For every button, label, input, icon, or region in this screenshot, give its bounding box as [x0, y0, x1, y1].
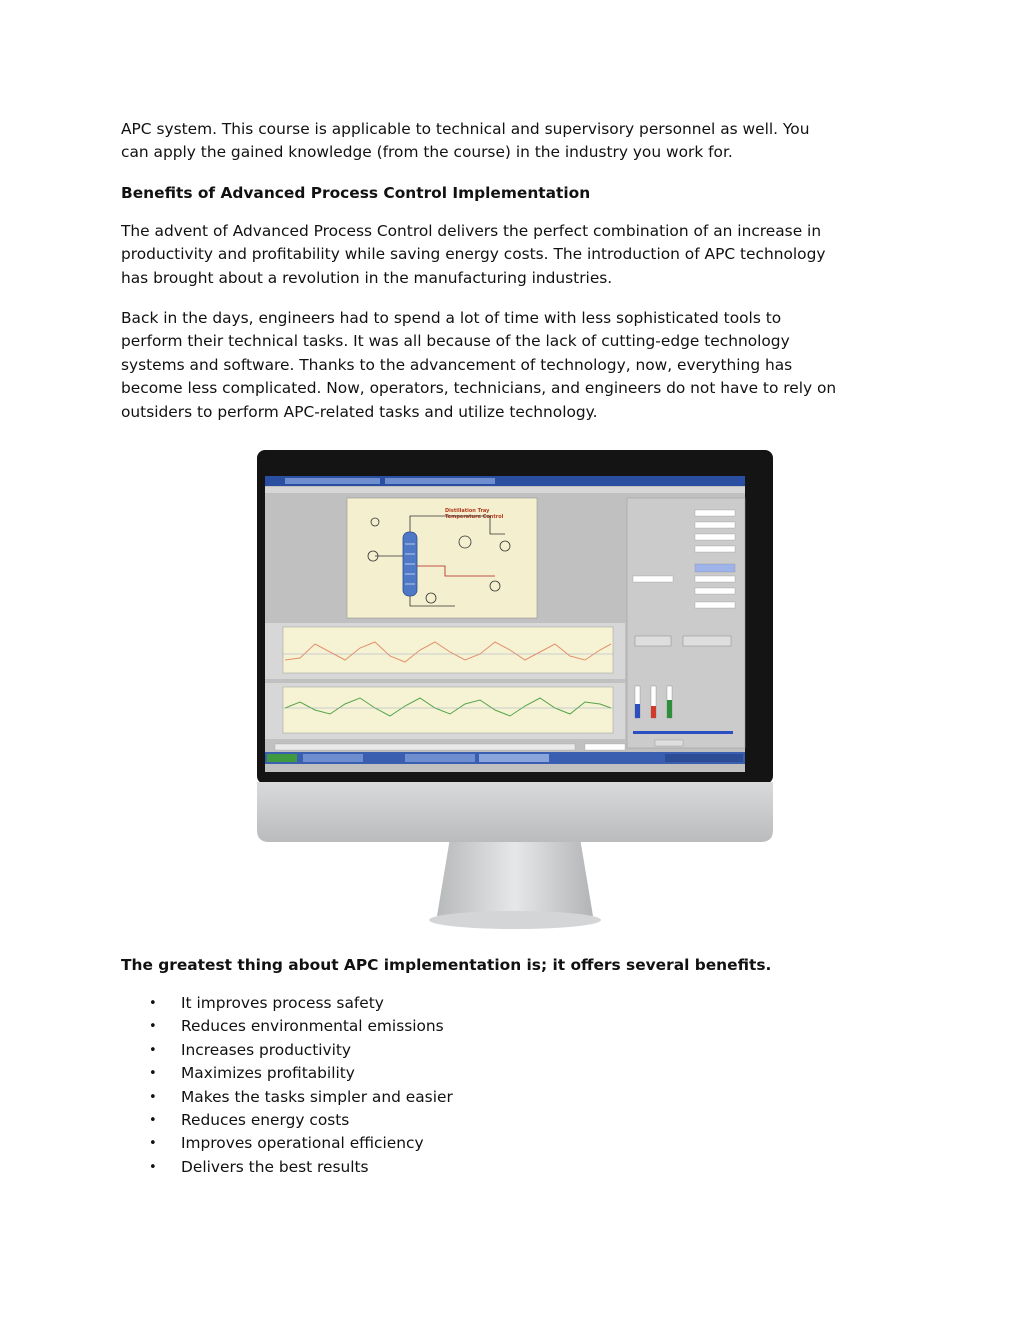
bullet-icon: • — [149, 1089, 157, 1105]
text-line: systems and software. Thanks to the advancement of technology, now, everything has — [121, 355, 793, 374]
text-line: productivity and profitability while saving energy costs. The introduction of APC technology — [121, 245, 826, 264]
list-item-text: Reduces energy costs — [181, 1110, 350, 1129]
svg-text:Temperature Control: Temperature Control — [445, 514, 504, 520]
list-item-text: It improves process safety — [181, 994, 384, 1012]
list-item-text: Maximizes profitability — [181, 1064, 355, 1083]
list-item — [121, 1086, 453, 1109]
paragraph-advent — [121, 220, 911, 290]
bullet-icon: • — [149, 1066, 157, 1082]
list-item — [121, 1015, 453, 1038]
text-line: can apply the gained knowledge (from the course) in the industry you work for. — [121, 143, 733, 162]
benefits-heading: The greatest thing about APC implementation is; it offers several benefits. — [121, 956, 772, 974]
bullet-icon: • — [149, 1042, 157, 1058]
list-item — [121, 1109, 453, 1132]
list-item-text: Improves operational efficiency — [181, 1134, 424, 1153]
trend-chart-bottom — [283, 687, 613, 733]
text-line: perform their technical tasks. It was all because of the lack of cutting-edge technology — [121, 332, 790, 351]
text-line: has brought about a revolution in the manufacturing industries. — [121, 268, 613, 287]
text-line: outsiders to perform APC-related tasks and utilize technology. — [121, 402, 598, 421]
list-item-text: Increases productivity — [181, 1040, 352, 1059]
paragraph-intro — [121, 118, 911, 165]
list-item-text: Reduces environmental emissions — [181, 1017, 444, 1036]
paragraph-history — [121, 307, 911, 424]
svg-text:Distillation Tray: Distillation Tray — [445, 508, 490, 514]
list-item — [121, 1039, 453, 1062]
monitor-stand — [437, 838, 593, 923]
bullet-icon: • — [149, 1112, 157, 1128]
list-item — [121, 1156, 453, 1179]
text-line: The advent of Advanced Process Control delivers the perfect combination of an increase in — [121, 222, 822, 240]
text-line: become less complicated. Now, operators, technicians, and engineers do not have to rely on — [121, 379, 837, 398]
text-line: Back in the days, engineers had to spend a lot of time with less sophisticated tools to — [121, 309, 782, 327]
benefits-list — [121, 992, 453, 1179]
monitor-chin — [257, 782, 773, 842]
trend-chart-top — [283, 627, 613, 673]
list-item — [121, 1062, 453, 1085]
list-item — [121, 992, 453, 1015]
bullet-icon: • — [149, 1159, 157, 1175]
bullet-icon: • — [149, 1019, 157, 1035]
bullet-icon: • — [149, 1136, 157, 1152]
bullet-icon: • — [149, 996, 157, 1011]
list-item-text: Delivers the best results — [181, 1157, 369, 1176]
list-item — [121, 1132, 453, 1155]
monitor-image — [255, 446, 775, 934]
text-line: APC system. This course is applicable to technical and supervisory personnel as well. You — [121, 120, 810, 138]
list-item-text: Makes the tasks simpler and easier — [181, 1087, 453, 1106]
section-heading: Benefits of Advanced Process Control Implementation — [121, 184, 591, 202]
